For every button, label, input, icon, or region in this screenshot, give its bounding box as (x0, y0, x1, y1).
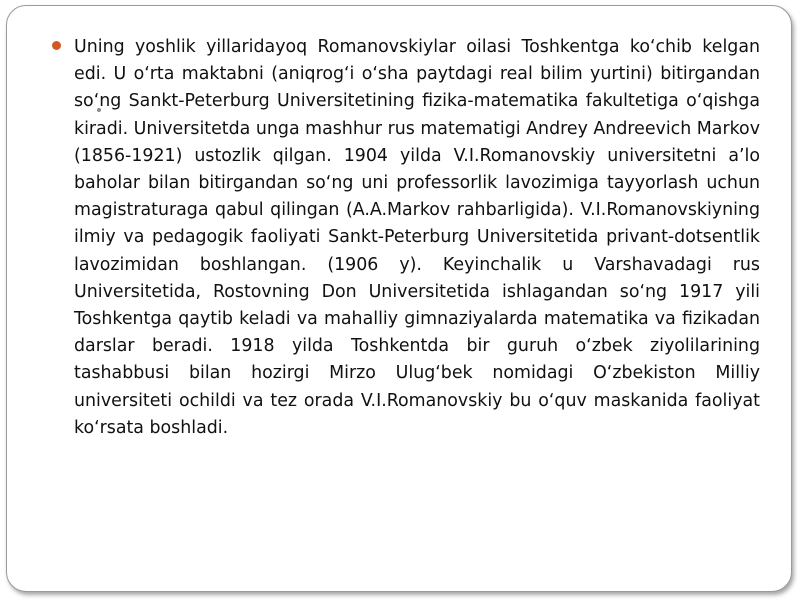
slide-frame (6, 5, 792, 592)
slide-paragraph: Uning yoshlik yillaridayoq Romanovskiylar oilasi Toshkentga ko‘chib kelgan edi. U o‘rta maktabni (aniqrog‘i o‘sha paytdagi real bilim yurtini) bitirgandan so‘ng Sankt-Peterburg Universitetining fizika-matematika fakultetiga o‘qishga kiradi. Universitetda unga mashhur rus matematigi Andrey Andreevich Markov (1856-1921) ustozlik qilgan. 1904 yilda V.I.Romanovskiy universitetni a’lo baholar bilan bitirgandan so‘ng uni professorlik lavozimiga tayyorlash uchun magistraturaga qabul qilingan (A.A.Markov rahbarligida). V.I.Romanovskiyning ilmiy va pedagogik faoliyati Sankt-Peterburg Universitetida privant-dotsentlik lavozimidan boshlangan. (1906 y). Keyinchalik u Varshavadagi rus Universitetida, Rostovning Don Universitetida ishlagandan so‘ng 1917 yili Toshkentga qaytib keladi va mahalliy gimnaziyalarda matematika va fizikadan darslar beradi. 1918 yilda Toshkentda bir guruh o‘zbek ziyolilarining tashabbusi bilan hozirgi Mirzo Ulug‘bek nomidagi O‘zbekiston Milliy universiteti ochildi va tez orada V.I.Romanovskiy bu o‘quv maskanida faoliyat ko‘rsata boshladi. (74, 37, 760, 438)
bullet-icon (52, 41, 61, 50)
